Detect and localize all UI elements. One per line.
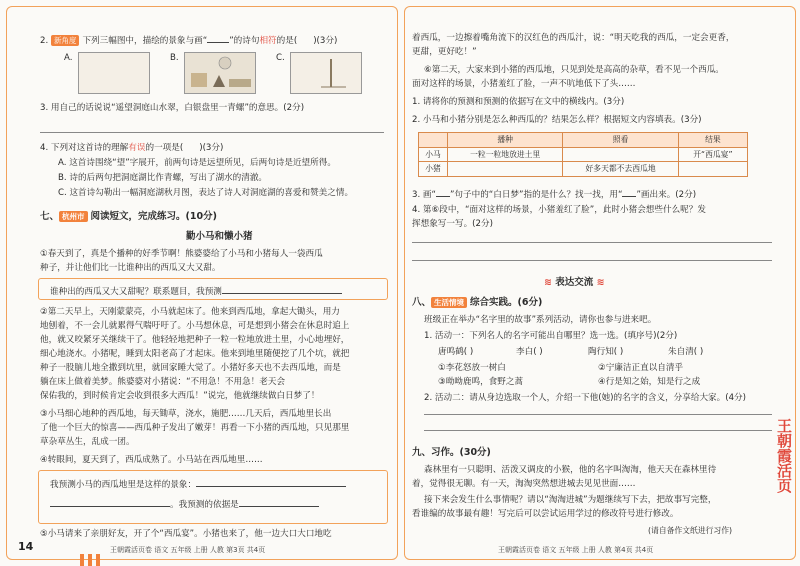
section-8-title: 综合实践。(6分)	[470, 297, 543, 308]
prediction-box-1-text	[50, 283, 342, 300]
story-paragraph-2-line-4: 细心地浇水。小猪呢，睡到太阳老高了才起床。他来到地里随便挖了几个坑，就把	[40, 349, 350, 359]
story-paragraph-5-line-2: 着西瓜，一边擦着嘴角流下的汉红色的西瓜汁，说：“明天吃我的西瓜，一定会更香，	[412, 33, 735, 43]
table-cell: 好多天都不去西瓜地	[563, 162, 678, 177]
reading-question-4-line-1: 4. 第⑥段中，“面对这样的场景，小猪羞红了脸”，此时小猪会想些什么呢？发	[412, 205, 706, 215]
page-number: 14	[18, 540, 34, 553]
table-cell-blank[interactable]	[678, 162, 747, 177]
q4-score: )(3分)	[199, 143, 224, 153]
source-option-4: ④行是知之始，知是行之成	[598, 377, 701, 387]
table-cell-blank[interactable]	[563, 147, 678, 162]
section-8-number: 八、	[412, 297, 432, 308]
q3-mark-1	[436, 186, 450, 197]
section-7-title: 阅读短文，完成练习。(10分)	[90, 211, 217, 222]
wave-icon-right: ≋	[596, 277, 605, 288]
prediction-2c-blank[interactable]	[239, 496, 319, 507]
table-corner	[419, 133, 448, 148]
table-header-sow: 播种	[448, 133, 563, 148]
story-paragraph-1-line-1: ①春天到了，真是个播种的好季节啊！熊婆婆给了小马和小猪每人一袋西瓜	[40, 249, 323, 259]
name-option-2[interactable]: 李白( )	[516, 347, 543, 357]
q4-option-b[interactable]: B. 诗的后两句把洞庭湖比作青螺，写出了湖水的清澈。	[58, 173, 268, 183]
activity-2-answer-line-2[interactable]	[424, 430, 772, 431]
story-paragraph-2-line-6: 躺在床上做着美梦。熊婆婆对小猪说：“不用急！不用急！老天会	[40, 377, 286, 387]
table-row	[419, 147, 748, 162]
source-option-3: ③呦呦鹿鸣，食野之蒿	[438, 377, 524, 387]
footer-stripe-1	[80, 554, 84, 566]
name-option-1[interactable]: 唐鸣鹤( )	[438, 347, 474, 357]
section-7-number: 七、	[40, 211, 60, 222]
q2-score: )(3分)	[313, 36, 338, 46]
reading-question-2: 2. 小马和小猪分别是怎么种西瓜的？结果怎么样？根据短文内容填表。(3分)	[412, 115, 702, 125]
reading-question-4-line-2: 挥想象写一写。(2分)	[412, 219, 493, 229]
planting-table	[418, 132, 748, 177]
q2-option-b-illustration	[185, 53, 255, 93]
section-8-heading	[412, 296, 542, 310]
q4-emphasis: 有误	[128, 143, 146, 153]
q3-mark-2	[622, 186, 636, 197]
q2-tag: 新角度	[51, 35, 80, 46]
section-7-tag: 杭州市	[59, 211, 88, 222]
wave-icon-left: ≋	[544, 277, 552, 288]
q4-answer-line-1[interactable]	[412, 242, 772, 243]
story-paragraph-3-line-1: ③小马细心地种的西瓜地，每天锄草，浇水，施肥……几天后，西瓜地里长出	[40, 409, 332, 419]
table-header-row	[419, 133, 748, 148]
prediction-box-2-line-2	[50, 496, 319, 513]
q2-number: 2.	[40, 36, 49, 46]
q3-text-c: ”画出来。(2分)	[636, 190, 697, 200]
q2-text-a: 下列三幅图中，描绘的景象与画“	[82, 36, 208, 46]
story-paragraph-3-line-3: 草杂草丛生，乱成一团。	[40, 437, 135, 447]
q2-option-b-picture[interactable]	[184, 52, 256, 94]
prediction-1-blank[interactable]	[222, 283, 342, 294]
q2-option-c-label: C.	[276, 53, 285, 63]
story-paragraph-2-line-3: 他，就又咬紧牙关继续干了。他轻轻地把种子一粒一粒地放进土里，小心地埋好，	[40, 335, 350, 345]
table-cell-blank[interactable]	[448, 162, 563, 177]
footer-stripe-3	[96, 554, 100, 566]
story-paragraph-2-line-5: 种子一股脑儿地全撒到坑里，就回家睡大觉了。小猪好多天也不去西瓜地，而是	[40, 363, 341, 373]
q2-text-c: 的是(	[276, 36, 298, 46]
section-7-heading	[40, 210, 217, 224]
q2-blank[interactable]	[207, 32, 229, 43]
table-row	[419, 162, 748, 177]
story-title: 勤小马和懒小猪	[186, 231, 253, 242]
name-option-3[interactable]: 陶行知( )	[588, 347, 624, 357]
section-8-tag: 生活情境	[431, 297, 467, 308]
q4-option-a[interactable]: A. 这首诗围绕“望”字展开，前两句诗是远望所见，后两句诗是近望所得。	[58, 158, 336, 168]
q2-option-c-picture[interactable]	[290, 52, 362, 94]
writing-prompt-line-1: 森林里有一只聪明、活泼又调皮的小猴，他的名字叫淘淘，他天天在森林里待	[424, 465, 717, 475]
q4-answer-line-2[interactable]	[412, 260, 772, 261]
q2-option-a-label: A.	[64, 53, 73, 63]
story-paragraph-6-line-2: 面对这样的场景，小猪羞红了脸，一声不吭地低下了头……	[412, 79, 636, 89]
table-row-name: 小猪	[419, 162, 448, 177]
question-3: 3. 用自己的话说说“遥望洞庭山水翠，白银盘里一青螺”的意思。(2分)	[40, 103, 305, 113]
name-option-4[interactable]: 朱自清( )	[668, 347, 704, 357]
footer-stripe-2	[88, 554, 92, 566]
q2-option-b-label: B.	[170, 53, 179, 63]
story-paragraph-6-line-1: ⑥第二天，大家来到小猪的西瓜地，只见到处是高高的杂草，看不见一个西瓜。	[424, 65, 724, 75]
source-option-1: ①李花怒放一树白	[438, 363, 506, 373]
prediction-box-2-line-1	[50, 476, 346, 493]
q2-option-a-picture[interactable]	[78, 52, 150, 94]
prediction-2b-blank[interactable]	[50, 496, 170, 507]
q4-text-b: 的一项是(	[145, 143, 184, 153]
story-paragraph-4: ④转眼间，夏天到了，西瓜成熟了。小马站在西瓜地里……	[40, 455, 263, 465]
writing-prompt-line-4: 看谁编的故事最有趣！写完后可以尝试运用学过的修改符号进行修改。	[412, 509, 679, 519]
brand-watermark: 王朝霞活页	[775, 418, 793, 493]
reading-question-1: 1. 请将你的预测和预测的依据写在文中的横线内。(3分)	[412, 97, 625, 107]
activity-2: 2. 活动二：请从身边选取一个人，介绍一下他(她)的名字的含义，分享给大家。(4分)	[424, 393, 746, 403]
q3-text-a: 3. 画“	[412, 190, 436, 200]
left-footer: 王朝霞活页卷 语文 五年级 上册 人教 第3页 共4页	[110, 546, 266, 554]
q4-option-c[interactable]: C. 这首诗勾勒出一幅洞庭湖秋月图，表达了诗人对洞庭湖的喜爱和赞美之情。	[58, 188, 354, 198]
table-header-care: 照看	[563, 133, 678, 148]
q4-text-a: 4. 下列对这首诗的理解	[40, 143, 129, 153]
table-cell: 一粒一粒地放进土里	[448, 147, 563, 162]
q2-text-b: ”的诗句	[229, 36, 260, 46]
right-footer: 王朝霞活页卷 语文 五年级 上册 人教 第4页 共4页	[498, 546, 654, 554]
source-option-2: ②宁廉洁正直以自清乎	[598, 363, 684, 373]
activity-1: 1. 活动一：下列名人的名字可能出自哪里？选一选。(填序号)(2分)	[424, 331, 678, 341]
section-header-title: 表达交流	[555, 277, 594, 288]
writing-prompt-line-2: 着，觉得很无聊。有一天，淘淘突然想进城去见见世面……	[412, 479, 636, 489]
story-paragraph-2-line-1: ②第二天早上，天刚蒙蒙亮，小马就起床了。他来到西瓜地，拿起大锄头，用力	[40, 307, 340, 317]
section-9-heading: 九、习作。(30分)	[412, 447, 491, 458]
prediction-prompt-1: 谁种出的西瓜又大又甜呢？联系题目，我预测	[50, 287, 222, 297]
story-paragraph-3-line-2: 了他一个巨大的惊喜——西瓜种子发出了嫩芽！再看一下小猪的西瓜地，只见那里	[40, 423, 350, 433]
table-header-result: 结果	[678, 133, 747, 148]
writing-note: (请自备作文纸进行习作)	[648, 526, 733, 535]
q3-answer-line[interactable]	[40, 132, 384, 133]
story-paragraph-2-line-2: 地刨着，不一会儿就累得气喘吁吁了。小马想休息，可是想到小猪会在休息时追上	[40, 321, 350, 331]
story-paragraph-5-line-1: ⑤小马请来了亲朋好友，开了个“西瓜宴”。小猪也来了，他一边大口大口地吃	[40, 529, 332, 539]
section-header-expression	[544, 276, 605, 290]
q2-option-c-illustration	[291, 53, 361, 93]
story-paragraph-5-line-3: 更甜，更好吃！”	[412, 47, 477, 57]
prediction-prompt-2a: 我预测小马的西瓜地里是这样的景象：	[50, 480, 197, 490]
q3-text-b: ”句子中的“白日梦”指的是什么？找一找，用“	[449, 190, 623, 200]
table-row-name: 小马	[419, 147, 448, 162]
reading-question-3	[412, 186, 696, 203]
activity-2-answer-line-1[interactable]	[424, 414, 772, 415]
question-2	[40, 32, 337, 49]
writing-prompt-line-3: 接下来会发生什么事情呢？请以“淘淘进城”为题继续写下去，把故事写完整，	[424, 495, 717, 505]
question-4	[40, 142, 223, 156]
section-8-intro: 班级正在举办“名字里的故事”系列活动，请你也参与进来吧。	[424, 315, 657, 325]
prediction-prompt-2b: 。我预测的依据是	[170, 500, 239, 510]
story-paragraph-1-line-2: 种子，并让他们比一比谁种出的西瓜又大又甜。	[40, 263, 221, 273]
q2-emphasis: 相符	[259, 36, 277, 46]
prediction-2a-blank[interactable]	[196, 476, 346, 487]
story-paragraph-2-line-7: 保佑我的，到时候肯定会收到很多大西瓜！”说完，他就继续做白日梦了！	[40, 391, 320, 401]
table-cell: 开“西瓜宴”	[678, 147, 747, 162]
